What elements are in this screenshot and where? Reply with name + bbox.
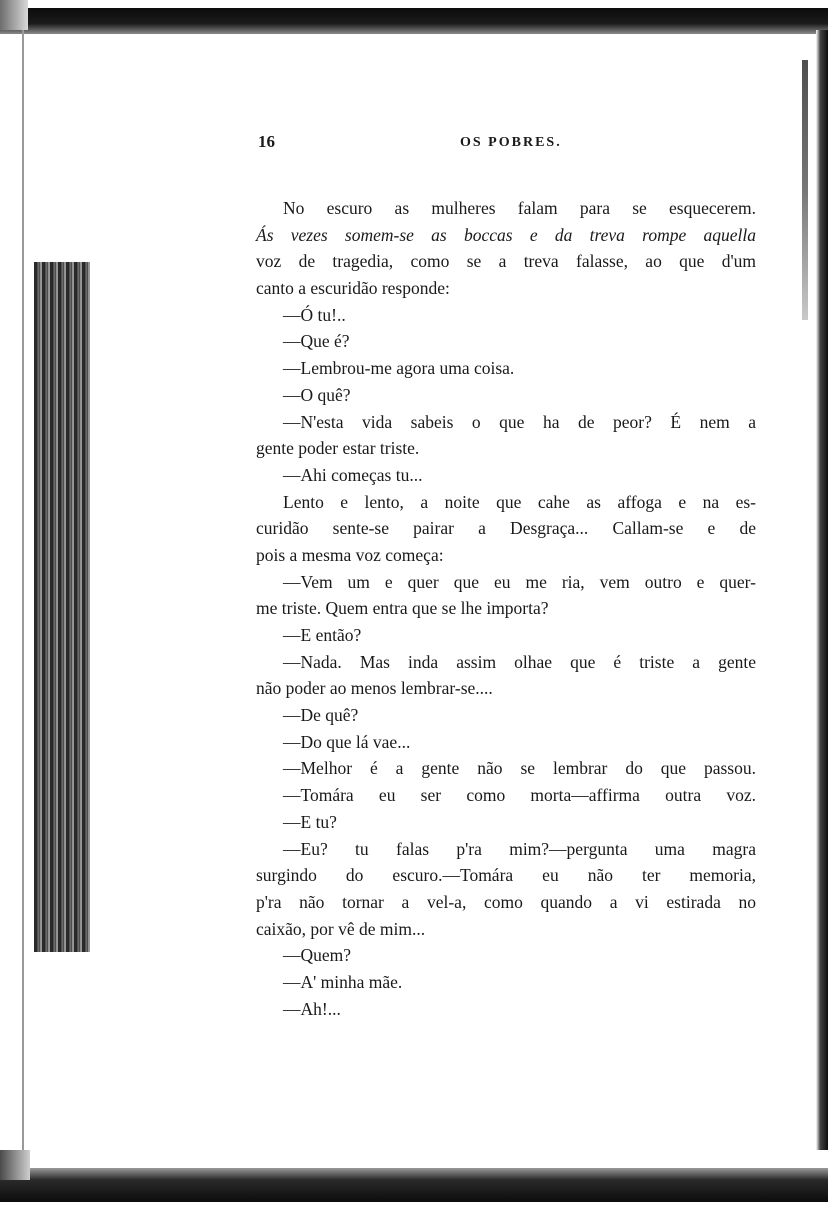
- text-line: —Lembrou-me agora uma coisa.: [283, 358, 515, 379]
- text-line: caixão, por vê de mim...: [256, 918, 426, 939]
- text-line: canto a escuridão responde:: [256, 278, 450, 299]
- text-line: —E então?: [283, 625, 362, 645]
- scan-edge-bottom: [0, 1168, 828, 1202]
- text-line: —Do que lá vae...: [283, 731, 411, 752]
- text-line: —E tu?: [283, 811, 337, 832]
- text-line: —N'esta vida sabeis o que ha de peor? É nem a: [283, 411, 756, 432]
- text-line: curidão sente-se pairar a Desgraça... Callam-se e de: [256, 518, 756, 539]
- page-number: 16: [258, 132, 275, 151]
- scan-corner-top-left: [0, 0, 28, 30]
- text-line: —De quê?: [283, 705, 359, 726]
- text-line: No escuro as mulheres falam para se esquecerem.: [283, 198, 756, 218]
- text-line: —Ah!...: [283, 998, 341, 1019]
- scan-corner-bottom-left: [0, 1150, 30, 1180]
- page-body-text: [256, 195, 756, 1022]
- text-line: —Que é?: [283, 331, 350, 352]
- text-line: —Melhor é a gente não se lembrar do que passou.: [283, 758, 756, 779]
- text-line: voz de tragedia, como se a treva falasse, ao que d'um: [256, 251, 756, 272]
- text-line: gente poder estar triste.: [256, 438, 420, 459]
- text-line: —Quem?: [283, 945, 352, 966]
- text-line: Lento e lento, a noite que cahe as affoga e na es-: [283, 491, 756, 512]
- scan-edge-right-shadow: [802, 60, 808, 320]
- text-line: —Nada. Mas inda assim olhae que é triste a gente: [283, 651, 756, 672]
- text-line: Ás vezes somem-se as boccas e da treva rompe aquella: [256, 224, 756, 245]
- running-title: OS POBRES.: [460, 135, 562, 150]
- text-line: —O quê?: [283, 384, 351, 405]
- scan-edge-right: [816, 30, 828, 1150]
- text-line: —Eu? tu falas p'ra mim?—pergunta uma magra: [283, 838, 756, 859]
- scan-edge-top: [0, 8, 828, 34]
- text-line: —A' minha mãe.: [283, 971, 403, 992]
- text-line: surgindo do escuro.—Tomára eu não ter memoria,: [256, 865, 756, 886]
- text-line: p'ra não tornar a vel-a, como quando a vi estirada no: [256, 891, 756, 912]
- text-line: —Ahi começas tu...: [283, 464, 423, 485]
- text-line: me triste. Quem entra que se lhe importa?: [256, 598, 549, 619]
- text-line: —Vem um e quer que eu me ria, vem outro e quer-: [283, 571, 756, 592]
- text-line: —Tomára eu ser como morta—affirma outra voz.: [283, 785, 756, 806]
- running-header: [258, 132, 578, 156]
- text-line: não poder ao menos lembrar-se....: [256, 678, 493, 699]
- text-line: pois a mesma voz começa:: [256, 544, 444, 565]
- scan-edge-left: [22, 30, 24, 1170]
- scan-binding-shadow: [34, 262, 90, 952]
- text-line: —Ó tu!..: [283, 304, 346, 325]
